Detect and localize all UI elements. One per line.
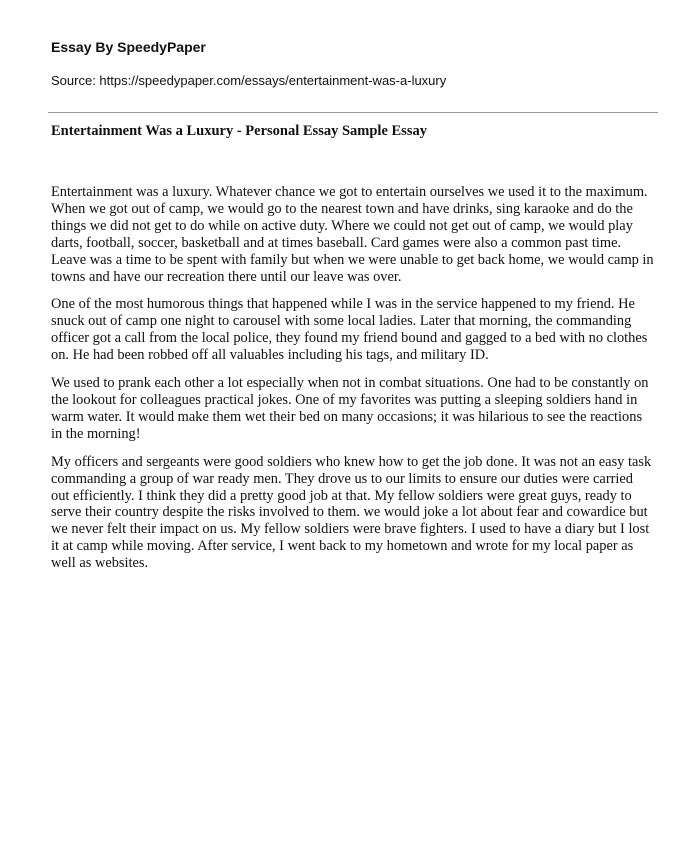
source-line: Source: https://speedypaper.com/essays/entertainment-was-a-luxury: [51, 73, 447, 88]
header-divider: [48, 112, 658, 113]
essay-paragraph-1: Entertainment was a luxury. Whatever chance we got to entertain ourselves we used it to the maximum. When we got out of camp, we would go to the nearest town and have drinks, sing karaoke and do the things we did not get to do while on active duty. Where we could not get out of camp, we would play darts, football, soccer, basketball and at times baseball. Card games were also a common past time. Leave was a time to be spent with family but when we were unable to get back home, we would camp in towns and have our recreation there until our leave was over.: [51, 184, 654, 285]
essay-paragraph-2: One of the most humorous things that happened while I was in the service happened to my friend. He snuck out of camp one night to carousel with some local ladies. Later that morning, the commanding officer got a call from the local police, they found my friend bound and gagged to a bed with no clothes on. He had been robbed off all valuables including his tags, and military ID.: [51, 296, 648, 364]
essay-paragraph-3: We used to prank each other a lot especially when not in combat situations. One had to be constantly on the lookout for colleagues practical jokes. One of my favorites was putting a sleeping soldiers hand in warm water. It would make them wet their bed on many occasions; it was hilarious to see the reactions in the morning!: [51, 375, 649, 442]
essay-body: [51, 184, 654, 572]
brand-heading: Essay By SpeedyPaper: [51, 39, 206, 55]
essay-title: Entertainment Was a Luxury - Personal Essay Sample Essay: [51, 123, 427, 139]
essay-paragraph-4: My officers and sergeants were good soldiers who knew how to get the job done. It was not an easy task commanding a group of war ready men. They drove us to our limits to ensure our duties were carried out efficiently. I think they did a pretty good job at that. My fellow soldiers were great guys, ready to serve their country despite the risks involved to them. we would joke a lot about fear and cowardice but we never felt their impact on us. My fellow soldiers were brave fighters. I used to have a diary but I lost it at camp while moving. After service, I went back to my hometown and wrote for my local paper as well as websites.: [51, 453, 652, 572]
